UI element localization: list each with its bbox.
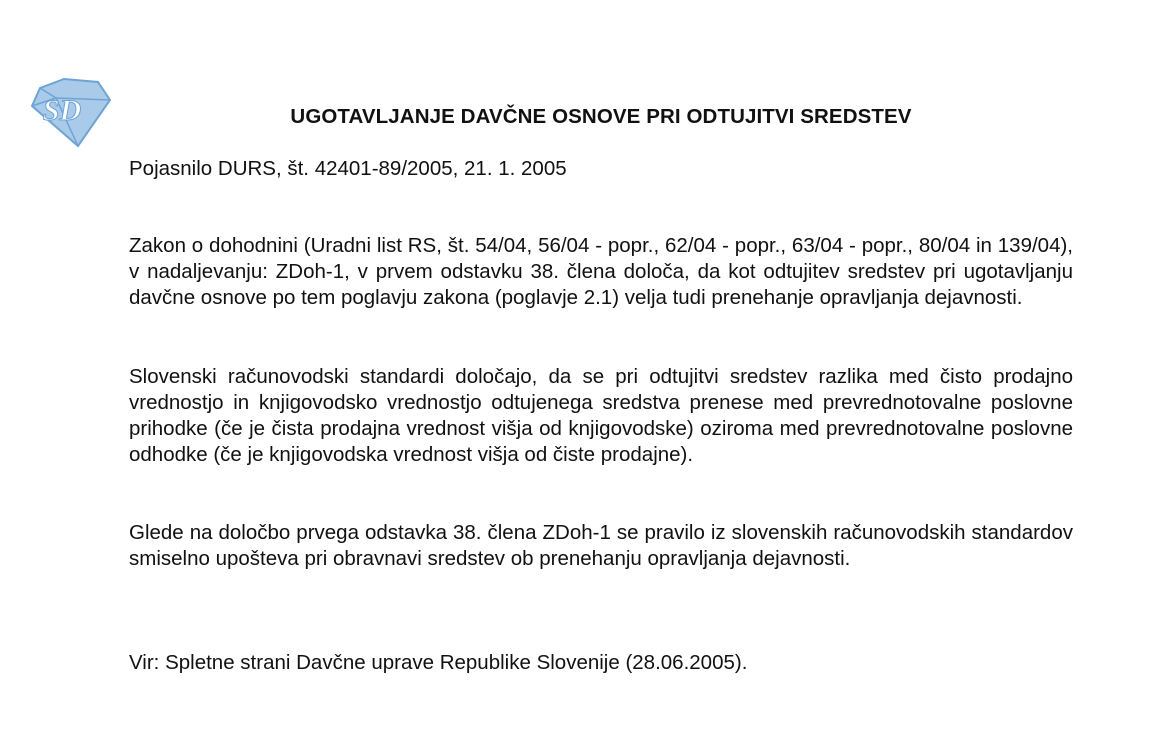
paragraph-2: Slovenski računovodski standardi določajo, da se pri odtujitvi sredstev razlika med čisto prodajno vrednostjo in knjigovodsko vrednostjo odtujenega sredstva prenese med prevrednotovalne poslovne prihodke (če je čista prodajna vrednost višja od knjigovodske) oziroma med prevrednotovalne poslovne odhodke (če je knjigovodska vrednost višja od čiste prodajne).: [129, 365, 1073, 466]
paragraph-1: Zakon o dohodnini (Uradni list RS, št. 54/04, 56/04 - popr., 62/04 - popr., 63/04 - popr., 80/04 in 139/04), v nadaljevanju: ZDoh-1, v prvem odstavku 38. člena določa, da kot odtujitev sredstev pri ugotavljanju davčne osnove po tem poglavju zakona (poglavje 2.1) velja tudi prenehanje opravljanja dejavnosti.: [129, 234, 1073, 309]
paragraph-3: Glede na določbo prvega odstavka 38. člena ZDoh-1 se pravilo iz slovenskih računovodskih standardov smiselno upošteva pri obravnavi sredstev ob prenehanju opravljanja dejavnosti.: [129, 521, 1073, 570]
document-subtitle: Pojasnilo DURS, št. 42401-89/2005, 21. 1. 2005: [129, 157, 567, 180]
sd-diamond-logo: [26, 76, 112, 150]
logo-letters: SD: [42, 94, 82, 127]
document-title: UGOTAVLJANJE DAVČNE OSNOVE PRI ODTUJITVI SREDSTEV: [290, 105, 912, 128]
source-note: Vir: Spletne strani Davčne uprave Republike Slovenije (28.06.2005).: [129, 651, 748, 674]
